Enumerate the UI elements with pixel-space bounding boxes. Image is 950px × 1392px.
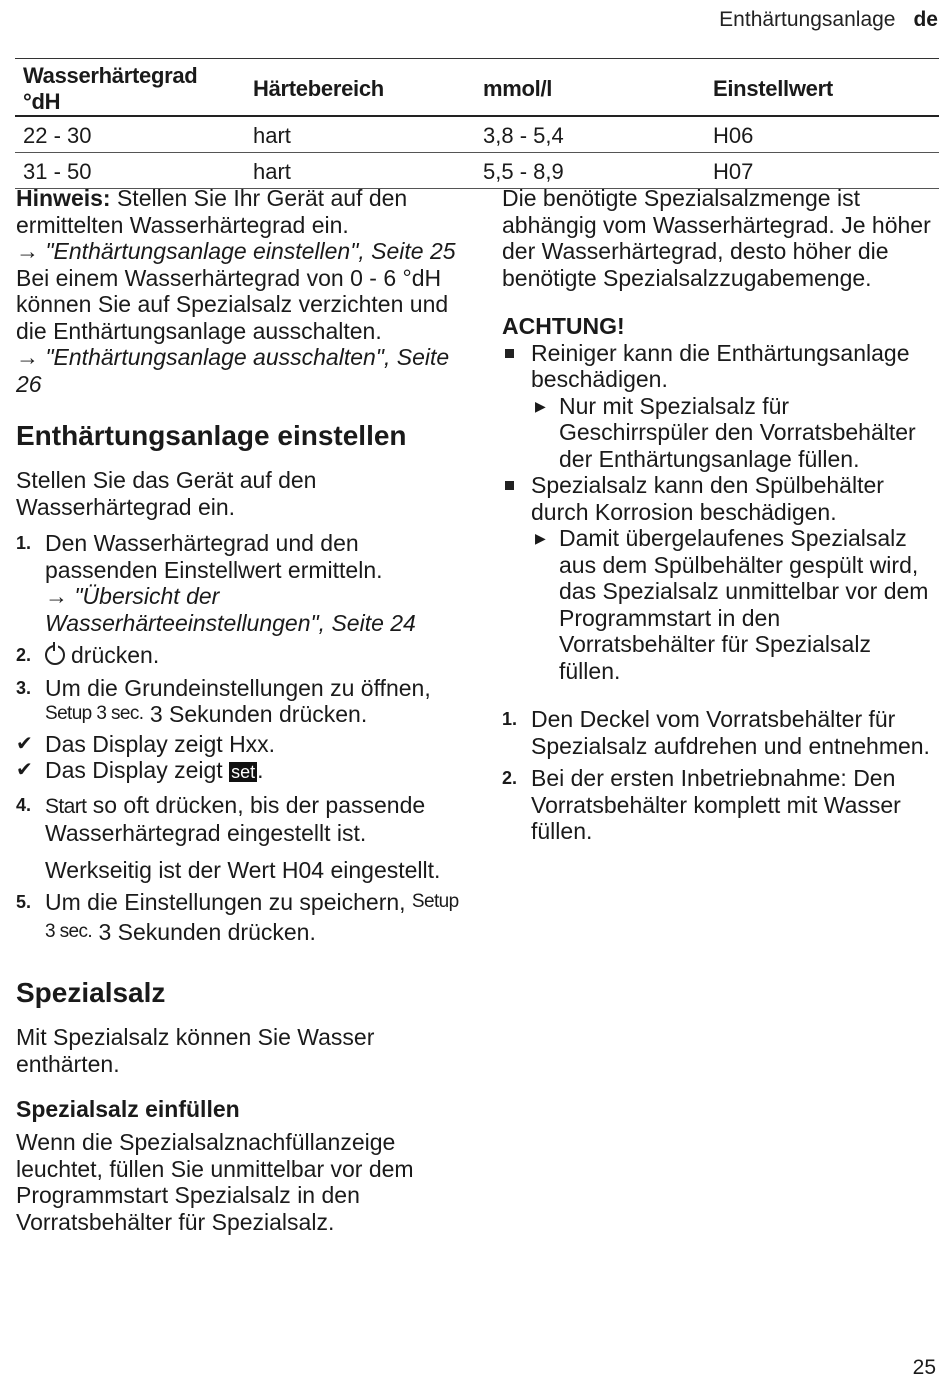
column-header: Wasserhärtegrad °dH: [15, 59, 245, 117]
table-cell: hart: [245, 153, 475, 189]
fill-text: Wenn die Spezialsalznachfüllanzeige leuchtet, füllen Sie unmittelbar vor dem Programmstart Spezialsalz in den Vorratsbehälter für Spezialsalz.: [16, 1129, 414, 1235]
heading-salt: Spezialsalz: [16, 977, 166, 1008]
page-header: [719, 8, 938, 32]
warning-action: ▶ Damit übergelaufenes Spezialsalz aus dem Spülbehälter gespült wird, das Spezialsalz unmittelbar vor dem Programmstart in den Vorratsbehälter für Spezialsalz füllen.: [535, 525, 929, 684]
table-row: [15, 116, 939, 153]
setup-button-label: Setup 3 sec.: [45, 891, 459, 942]
column-header: mmol/l: [475, 59, 705, 117]
step-text: 3 Sekunden drücken.: [92, 918, 316, 945]
step-number: 3.: [16, 677, 32, 698]
salt-intro: Mit Spezialsalz können Sie Wasser enthärten.: [16, 1024, 375, 1077]
step-number: 5.: [16, 892, 32, 912]
table-row: [15, 153, 939, 189]
table-cell: 5,5 - 8,9: [475, 153, 705, 189]
check-icon: ✔: [16, 759, 33, 781]
section-title: Enthärtungsanlage: [719, 8, 896, 31]
heading-fill: Spezialsalz einfüllen: [16, 1096, 240, 1122]
step-text: 3 Sekunden drücken.: [143, 701, 368, 727]
step-reference-link[interactable]: → "Übersicht der Wasserhärteeinstellungen", Seite 24: [45, 583, 416, 636]
column-header: Einstellwert: [705, 59, 939, 117]
step-text: so oft drücken, bis der passende Wasserhärtegrad eingestellt ist.: [45, 791, 426, 846]
hint-label: Hinweis:: [16, 185, 111, 211]
page-number: 25: [912, 1356, 936, 1379]
heading-setup: Enthärtungsanlage einstellen: [16, 420, 407, 451]
result-2: ✔ Das Display zeigt set.: [16, 757, 264, 783]
hint-paragraph: [16, 185, 461, 238]
step-4: [16, 792, 461, 884]
table-cell: hart: [245, 116, 475, 153]
step-5: [16, 889, 461, 948]
result-1: [16, 731, 461, 758]
warning-item: Reiniger kann die Enthärtungsanlage beschädigen.: [502, 340, 932, 393]
bullet-square-icon: [505, 481, 514, 490]
fill-step-1: [502, 706, 932, 759]
warning-heading: ACHTUNG!: [502, 313, 625, 339]
step-text: drücken.: [71, 642, 160, 668]
salt-amount-text: Die benötigte Spezialsalzmenge ist abhängig vom Wasserhärtegrad. Je höher der Wasserhärtegrad, desto höher die benötigte Spezialsalzzugabemenge.: [502, 185, 931, 291]
table-cell: H07: [705, 153, 939, 189]
warning-item: Spezialsalz kann den Spülbehälter durch Korrosion beschädigen.: [502, 472, 932, 525]
left-column: [16, 185, 461, 1235]
step-text: Den Wasserhärtegrad und den passenden Einstellwert ermitteln.: [45, 530, 383, 583]
step-text: Um die Grundeinstellungen zu öffnen,: [45, 674, 431, 701]
fill-step-2: [502, 765, 932, 845]
hint-text: Stellen Sie Ihr Gerät auf den ermittelten Wasserhärtegrad ein.: [16, 185, 408, 238]
triangle-arrow-icon: ▶: [535, 397, 546, 414]
hint-text-2: Bei einem Wasserhärtegrad von 0 - 6 °dH können Sie auf Spezialsalz verzichten und die Enthärtungsanlage ausschalten.: [16, 264, 449, 344]
step-number: 4.: [16, 794, 32, 815]
start-button-label: Start: [45, 794, 87, 818]
step-text: Um die Einstellungen zu speichern,: [45, 889, 412, 915]
step-text: Bei der ersten Inbetriebnahme: Den Vorratsbehälter komplett mit Wasser füllen.: [531, 765, 901, 844]
step-number: 2.: [16, 645, 32, 665]
setup-button-label: Setup 3 sec.: [45, 703, 144, 724]
step-1: [16, 530, 461, 636]
step-note: Werkseitig ist der Wert H04 eingestellt.: [45, 856, 441, 883]
step-3: [16, 675, 461, 731]
table-cell: 22 - 30: [15, 116, 245, 153]
right-column: [502, 185, 932, 845]
table-header-row: [15, 59, 939, 117]
table-cell: H06: [705, 116, 939, 153]
column-header: Härtebereich: [245, 59, 475, 117]
bullet-square-icon: [505, 349, 514, 358]
result-text: Das Display zeigt: [45, 757, 230, 783]
result-text: Das Display zeigt Hxx.: [45, 730, 276, 757]
language-code: de: [913, 8, 938, 31]
triangle-arrow-icon: ▶: [535, 530, 546, 546]
warning-action: ▶ Nur mit Spezialsalz für Geschirrspüler den Vorratsbehälter der Enthärtungsanlage füllen.: [535, 392, 916, 472]
hint-reference-link-2[interactable]: → "Enthärtungsanlage ausschalten", Seite 26: [16, 344, 450, 397]
check-icon: ✔: [16, 732, 33, 755]
step-number: 2.: [502, 768, 518, 788]
display-set-symbol: set: [231, 762, 256, 782]
setup-intro: Stellen Sie das Gerät auf den Wasserhärtegrad ein.: [16, 467, 317, 520]
step-number: 1.: [16, 533, 32, 553]
step-2: [16, 642, 461, 669]
water-hardness-table: [15, 58, 939, 189]
table-cell: 3,8 - 5,4: [475, 116, 705, 153]
step-text: Den Deckel vom Vorratsbehälter für Spezialsalz aufdrehen und entnehmen.: [531, 706, 930, 759]
table-cell: 31 - 50: [15, 153, 245, 189]
hint-reference-link[interactable]: → "Enthärtungsanlage einstellen", Seite 25: [16, 238, 456, 264]
step-number: 1.: [502, 709, 518, 729]
power-icon: [45, 645, 65, 665]
